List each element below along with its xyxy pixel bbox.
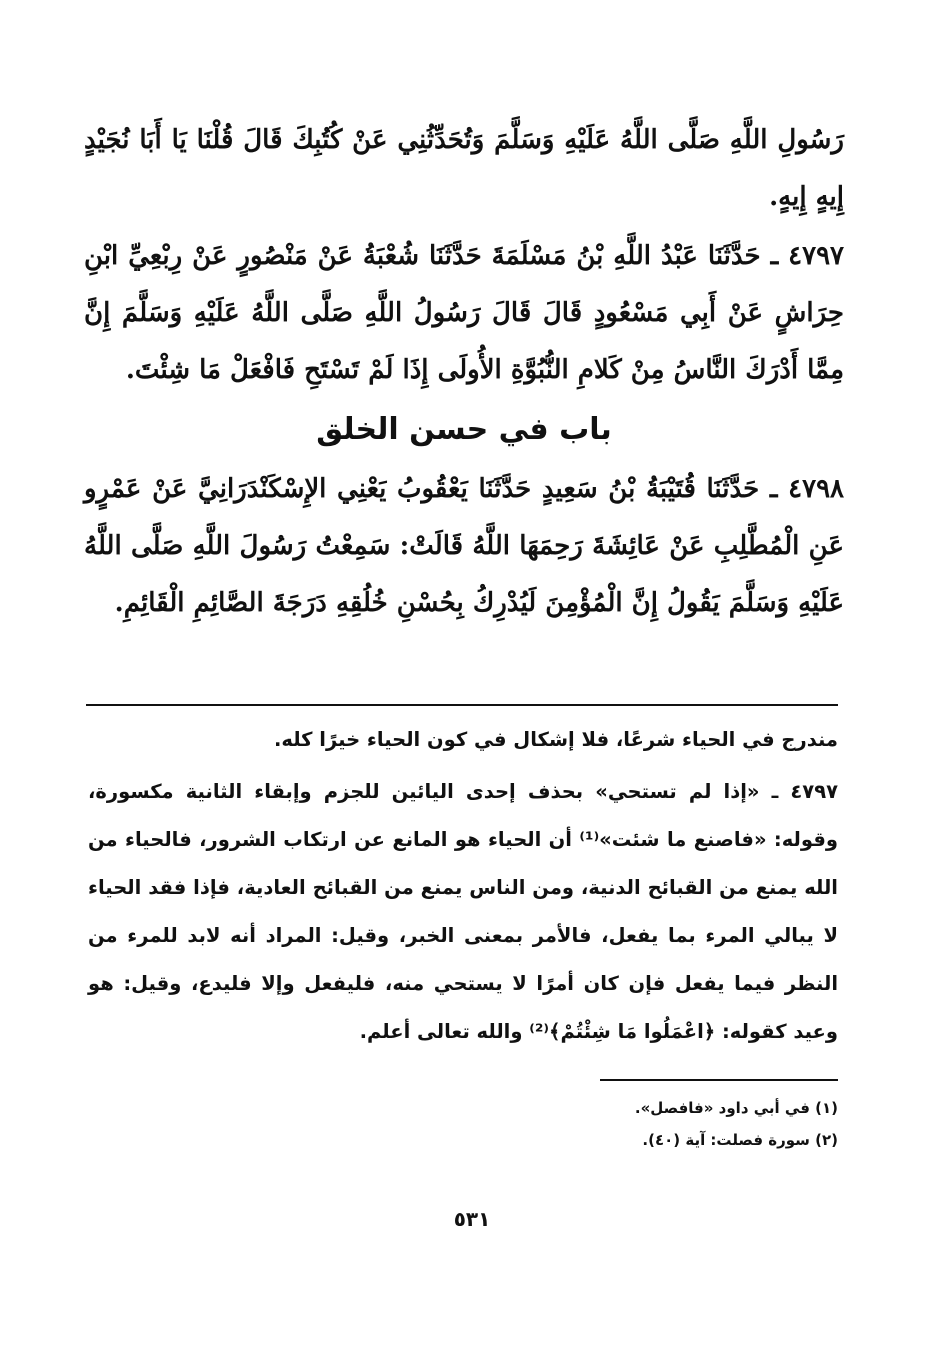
page-number: ٥٣١ [453,1207,491,1231]
hadith-4798: ٤٧٩٨ ـ حَدَّثَنَا قُتَيْبَةُ بْنُ سَعِيدٍ حَدَّثَنَا يَعْقُوبُ يَعْنِي الإِسْكَنْدَرَانِيَّ عَنْ عَمْرٍو عَنِ الْمُطَّلِبِ عَنْ عَائِشَةَ رَحِمَهَا اللَّهُ قَالَتْ: سَمِعْتُ رَسُولَ اللَّهِ صَلَّى اللَّهُ عَلَيْهِ وَسَلَّمَ يَقُولُ إِنَّ الْمُؤْمِنَ لَيُدْرِكُ بِحُسْنِ خُلُقِهِ دَرَجَةَ الصَّائِمِ الْقَائِمِ. [84,474,844,618]
hadith-paragraph: رَسُولِ اللَّهِ صَلَّى اللَّهُ عَلَيْهِ وَسَلَّمَ وَتُحَدِّثُنِي عَنْ كُتُبِكَ قَالَ قُلْنَا يَا أَبَا نُجَيْدٍ إِيهٍ إِيهٍ. [84,125,844,212]
commentary [88,716,838,1056]
footnote-1: (١) في أبي داود «فافصل». [634,1099,838,1117]
chapter-heading: باب في حسن الخلق [316,412,612,447]
footnote-divider [600,1079,838,1081]
commentary-paragraph: مندرج في الحياء شرعًا، فلا إشكال في كون الحياء خيرًا كله. [273,728,838,751]
hadith-text [84,112,844,632]
section-divider [86,704,838,706]
footnote-2: (٢) سورة فصلت: آية (٤٠). [642,1131,838,1149]
commentary-4797: ٤٧٩٧ ـ «إذا لم تستحي» بحذف إحدى اليائين للجزم وإبقاء الثانية مكسورة، وقوله: «فاصنع ما شئت»⁽¹⁾ أن الحياء هو المانع عن ارتكاب الشرور، فالحياء من الله يمنع من القبائح الدنية، ومن الناس يمنع من القبائح العادية، فإذا فقد الحياء لا يبالي المرء بما يفعل، فالأمر بمعنى الخبر، وقيل: المراد أنه لابد للمرء من النظر فيما يفعل فإن كان أمرًا لا يستحي منه، فليفعل وإلا فليدع، وقيل: هو وعيد كقوله: ﴿اعْمَلُوا مَا شِئْتُمْ﴾⁽²⁾ والله تعالى أعلم. [88,780,838,1043]
footnotes [500,1092,838,1156]
hadith-4797: ٤٧٩٧ ـ حَدَّثَنَا عَبْدُ اللَّهِ بْنُ مَسْلَمَةَ حَدَّثَنَا شُعْبَةُ عَنْ مَنْصُورٍ عَنْ رِبْعِيِّ ابْنِ حِرَاشٍ عَنْ أَبِي مَسْعُودٍ قَالَ قَالَ رَسُولُ اللَّهِ صَلَّى اللَّهُ عَلَيْهِ وَسَلَّمَ إِنَّ مِمَّا أَدْرَكَ النَّاسُ مِنْ كَلامِ النُّبُوَّةِ الأُولَى إِذَا لَمْ تَسْتَحِ فَافْعَلْ مَا شِئْتَ. [84,241,845,385]
